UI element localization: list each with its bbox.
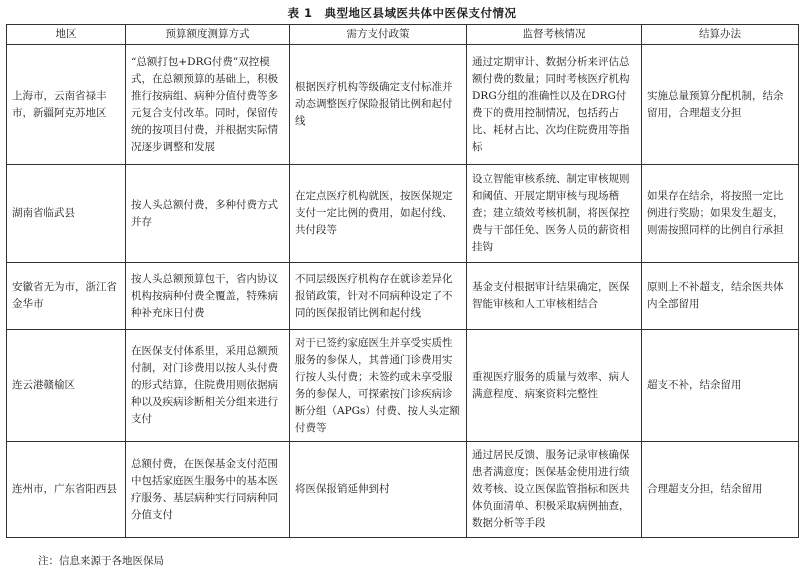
table-row <box>7 442 799 538</box>
cell-region: 安徽省无为市，浙江省金华市 <box>7 263 126 330</box>
table-header-row <box>7 25 799 45</box>
column-header-region: 地区 <box>7 25 126 45</box>
cell-settlement: 如果存在结余，将按照一定比例进行奖励；如果发生超支，则需按照同样的比例自行承担 <box>642 165 799 263</box>
cell-settlement: 超支不补，结余留用 <box>642 330 799 442</box>
table-row <box>7 165 799 263</box>
cell-budget: 在医保支付体系里，采用总额预付制，对门诊费用以按人头付费的形式结算，住院费用则依据病种以及疾病诊断相关分组来进行支付 <box>126 330 290 442</box>
column-header-budget: 预算额度测算方式 <box>126 25 290 45</box>
cell-demand: 对于已签约家庭医生并享受实质性服务的参保人，其普通门诊费用实行按人头付费；未签约或未享受服务的参保人，可探索按门诊疾病诊断分组（APGs）付费、按人头定额付费等 <box>290 330 467 442</box>
payment-table <box>6 24 799 538</box>
cell-region: 连州市，广东省阳西县 <box>7 442 126 538</box>
table-caption <box>0 5 804 21</box>
cell-budget: 总额付费，在医保基金支付范围中包括家庭医生服务中的基本医疗服务、基层病种实行同病种同分值支付 <box>126 442 290 538</box>
table-number: 表 1 <box>287 6 313 20</box>
column-header-supervision: 监督考核情况 <box>467 25 642 45</box>
source-note: 注：信息来源于各地医保局 <box>38 555 164 567</box>
cell-region: 连云港赣榆区 <box>7 330 126 442</box>
cell-supervision: 通过定期审计、数据分析来评估总额付费的数量；同时考核医疗机构DRG分组的准确性以及在DRG付费下的费用控制情况，包括药占比、耗材占比、次均住院费用等指标 <box>467 45 642 165</box>
cell-settlement: 合理超支分担，结余留用 <box>642 442 799 538</box>
cell-region: 湖南省临武县 <box>7 165 126 263</box>
cell-demand: 根据医疗机构等级确定支付标准并动态调整医疗保险报销比例和起付线 <box>290 45 467 165</box>
cell-supervision: 设立智能审核系统、制定审核规则和阈值、开展定期审核与现场稽查；建立绩效考核机制，将医保控费与干部任免、医务人员的薪资相挂钩 <box>467 165 642 263</box>
cell-budget: 按人头总额预算包干，省内协议机构按病种付费全覆盖，特殊病种补充床日付费 <box>126 263 290 330</box>
cell-budget: 按人头总额付费，多种付费方式并存 <box>126 165 290 263</box>
cell-budget: “总额打包+DRG付费”双控模式，在总额预算的基础上，积极推行按病组、病种分值付费等多元复合支付改革。同时，保留传统的按项目付费，并根据实际情况逐步调整和发展 <box>126 45 290 165</box>
table-row <box>7 330 799 442</box>
cell-demand: 在定点医疗机构就医，按医保规定支付一定比例的费用，如起付线、共付段等 <box>290 165 467 263</box>
cell-settlement: 原则上不补超支，结余医共体内全部留用 <box>642 263 799 330</box>
table-row <box>7 45 799 165</box>
cell-settlement: 实施总量预算分配机制，结余留用，合理超支分担 <box>642 45 799 165</box>
cell-supervision: 基金支付根据审计结果确定，医保智能审核和人工审核相结合 <box>467 263 642 330</box>
table-row <box>7 263 799 330</box>
cell-supervision: 通过居民反馈、服务记录审核确保患者满意度；医保基金使用进行绩效考核、设立医保监管指标和医共体负面清单、积极采取病例抽查，数据分析等手段 <box>467 442 642 538</box>
cell-demand: 不同层级医疗机构存在就诊差异化报销政策，针对不同病种设定了不同的医保报销比例和起付线 <box>290 263 467 330</box>
column-header-settlement: 结算办法 <box>642 25 799 45</box>
column-header-demand: 需方支付政策 <box>290 25 467 45</box>
table-title: 典型地区县域医共体中医保支付情况 <box>324 6 517 20</box>
cell-supervision: 重视医疗服务的质量与效率、病人满意程度、病案资料完整性 <box>467 330 642 442</box>
cell-region: 上海市，云南省禄丰市，新疆阿克苏地区 <box>7 45 126 165</box>
cell-demand: 将医保报销延伸到村 <box>290 442 467 538</box>
